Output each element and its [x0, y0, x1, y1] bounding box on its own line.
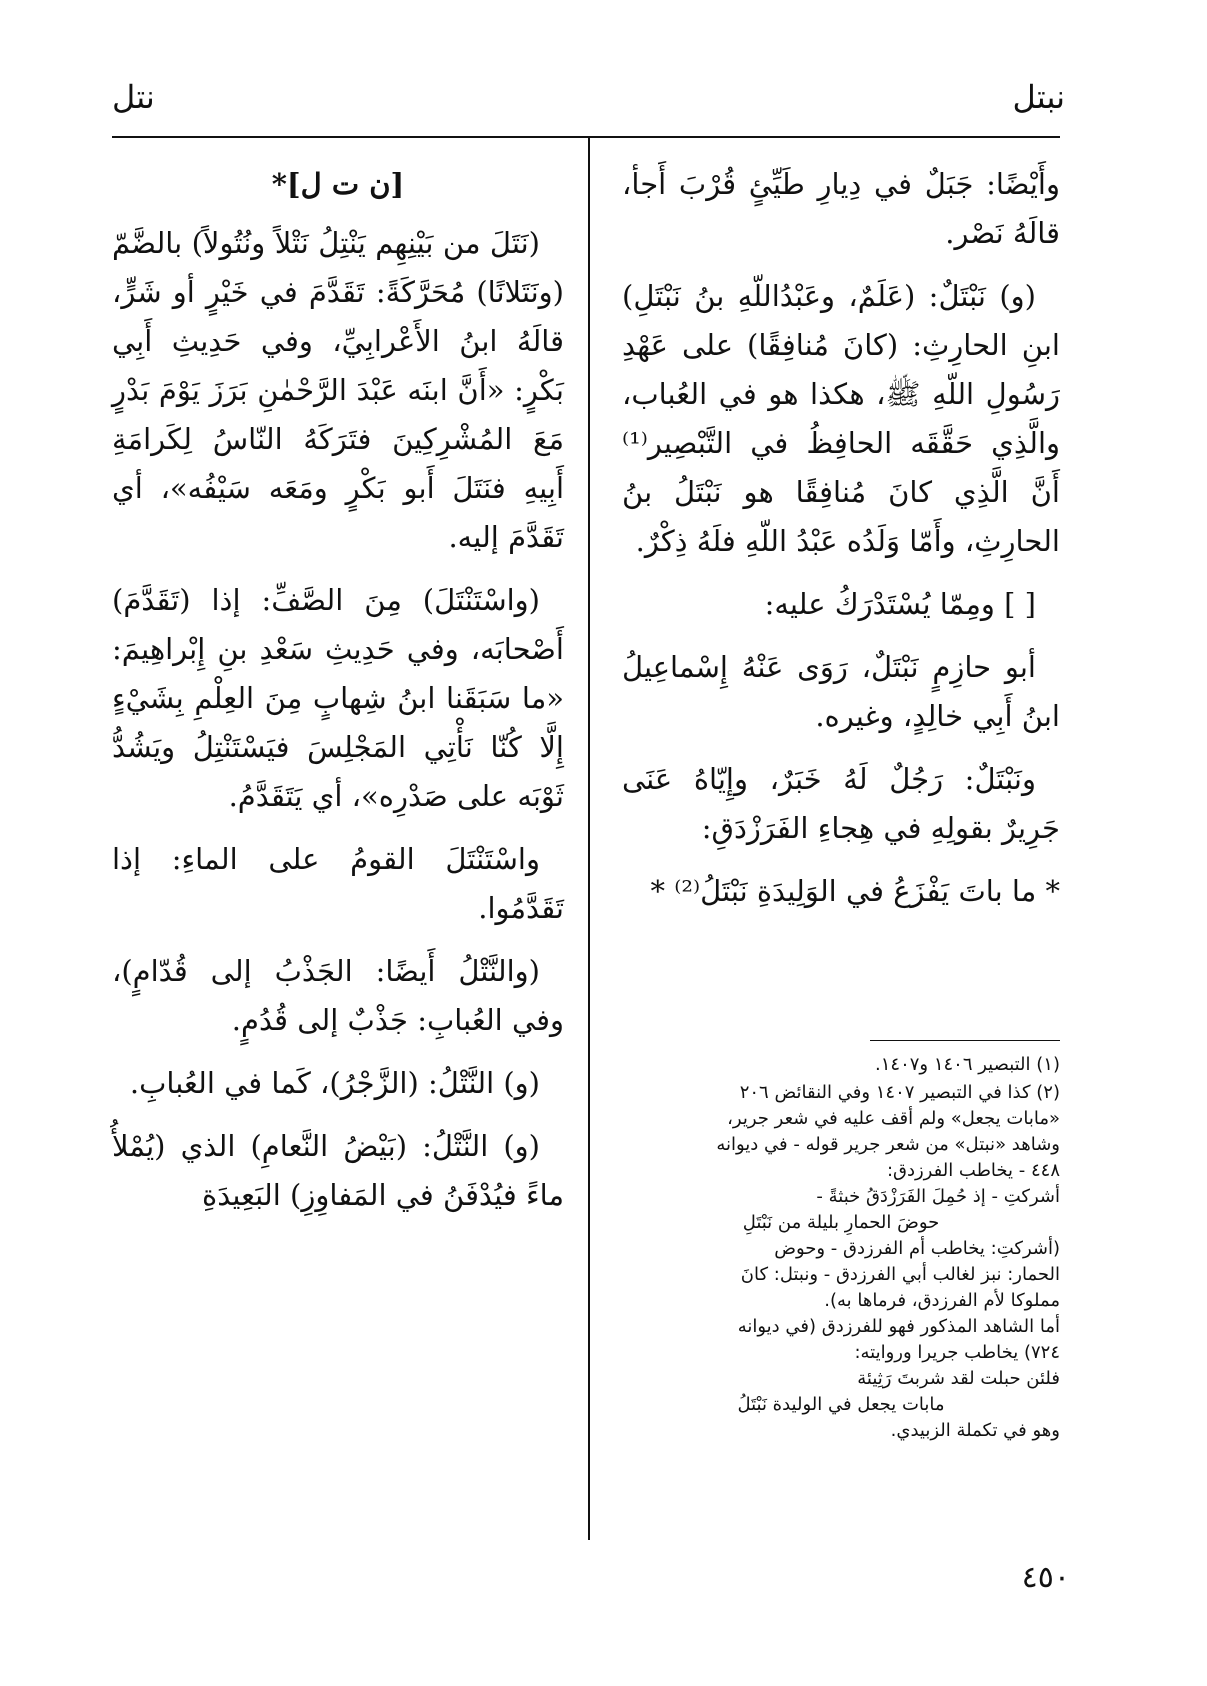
running-header-right: نبتل — [1012, 78, 1065, 116]
footnote-2-line: حوضَ الحمارِ بليلة من نَبْتَلِ — [742, 1212, 940, 1233]
footnote-2-line: ٧٢٤) يخاطب جريرا وروايته: — [854, 1342, 1060, 1363]
footnote-2-line: أشركتِ - إذ حُمِلَ الفَرَزْدَقُ خبثةً - — [816, 1186, 1060, 1207]
footnote-rule — [870, 1040, 1060, 1041]
footnote-2-line: مملوكا لأم الفرزدق، فرماها به). — [824, 1290, 1060, 1311]
paragraph: [ ] ومِمّا يُسْتَدْرَكُ عليه: — [764, 587, 1036, 621]
footnote-2-line: مابات يجعل في الوليدة نَبْتَلُ — [737, 1394, 945, 1415]
header-rule — [112, 136, 1060, 138]
footnote-2-line: الحمار: نبز لغالب أبي الفرزدق - ونبتل: كانَ — [740, 1264, 1060, 1285]
paragraph: وأَيْضًا: جَبَلٌ في دِيارِ طَيِّئٍ قُرْبَ أَجأ، قالَهُ نَصْر. — [622, 167, 1060, 250]
footnote-2-line: ٤٤٨ - يخاطب الفرزدق: — [886, 1160, 1060, 1181]
paragraph: أبو حازِمٍ نَبْتَلٌ، رَوَى عَنْهُ إِسْماعِيلُ ابنُ أَبِي خالِدٍ، وغيره. — [622, 650, 1060, 733]
footnote-2-line: (٢) كذا في التبصير ١٤٠٧ وفي النقائض ٢٠٦ — [739, 1082, 1060, 1103]
footnote-2-line: وشاهد «نبتل» من شعر جرير قوله - في ديوانه — [716, 1134, 1060, 1155]
paragraph: واسْتَنْتَلَ القومُ على الماءِ: إذا تَقَدَّمُوا. — [112, 842, 564, 925]
section-title: [ن ت ل]* — [271, 167, 405, 201]
footnote-1: (١) التبصير ١٤٠٦ و١٤٠٧. — [875, 1054, 1060, 1075]
footnotes — [622, 1052, 1060, 1444]
footnote-2-line: فلئن حبلت لقد شربتَ رَثِيئة — [857, 1368, 1060, 1389]
paragraph: ونَبْتَلٌ: رَجُلٌ لَهُ خَبَرٌ، وإِيّاهُ عَنَى جَرِيرٌ بقولِهِ في هِجاءِ الفَرَزْدَقِ: — [622, 762, 1060, 845]
footnote-2-line: وهو في تكملة الزبيدي. — [890, 1420, 1060, 1441]
page-number: ٤٥٠ — [1021, 1560, 1070, 1595]
paragraph: (نَتَلَ من بَيْنِهِم يَنْتِلُ نَتْلاً ونُتُولاً) بالضَّمّ (ونَتَلانًا) مُحَرَّكَةً: تَقَدَّمَ في خَيْرٍ أو شَرٍّ، قالَهُ ابنُ الأَعْرابِيِّ، وفي حَدِيثِ أَبِي بَكْرٍ: «أَنَّ ابنَه عَبْدَ الرَّحْمٰنِ بَرَزَ يَوْمَ بَدْرٍ مَعَ المُشْرِكِينَ فتَرَكَهُ النّاسُ لِكَرامَةِ أَبِيهِ فنَتَلَ أَبو بَكْرٍ ومَعَه سَيْفُه»، أي تَقَدَّمَ إليه. — [112, 226, 564, 554]
footnote-2-line: (أشركتِ: يخاطب أم الفرزدق - وحوض — [774, 1238, 1060, 1259]
paragraph: (و) النَّتْلُ: (الزَّجْرُ)، كَما في العُبابِ. — [129, 1066, 540, 1100]
column-divider — [588, 138, 590, 1540]
verse-line: * ما باتَ يَفْزَعُ في الوَلِيدَةِ نَبْتَلُ⁽²⁾ * — [650, 874, 1060, 908]
paragraph: (واسْتَنْتَلَ) مِنَ الصَّفِّ: إذا (تَقَدَّمَ) أَصْحابَه، وفي حَدِيثِ سَعْدِ بنِ إِبْراهِيمَ: «ما سَبَقَنا ابنُ شِهابٍ مِنَ العِلْمِ بِشَيْءٍ إِلَّا كُنّا نَأْتِي المَجْلِسَ فيَسْتَنْتِلُ ويَشُدُّ ثَوْبَه على صَدْرِه»، أي يَتَقَدَّمُ. — [112, 583, 564, 813]
footnote-2-line: «مابات يجعل» ولم أقف عليه في شعر جرير، — [727, 1108, 1060, 1129]
paragraph: (و) نَبْتَلٌ: (عَلَمٌ، وعَبْدُاللّهِ بنُ نَبْتَلِ) ابنِ الحارِثِ: (كانَ مُنافِقًا) على عَهْدِ رَسُولِ اللّهِ ﷺ، هكذا هو في العُباب، والَّذِي حَقَّقَه الحافِظُ في التَّبْصِير⁽¹⁾ أَنَّ الَّذِي كانَ مُنافِقًا هو نَبْتَلُ بنُ الحارِثِ، وأَمّا وَلَدُه عَبْدُ اللّهِ فلَهُ ذِكْرٌ. — [622, 279, 1060, 558]
left-column — [112, 160, 564, 1234]
paragraph: (و) النَّتْلُ: (بَيْضُ النَّعامِ) الذي (يُمْلأُ ماءً فيُدْفَنُ في المَفاوِزِ) البَعِيدَةِ — [112, 1129, 564, 1212]
footnote-2-line: أما الشاهد المذكور فهو للفرزدق (في ديوانه — [737, 1316, 1060, 1337]
right-column — [622, 160, 1060, 930]
running-header-left: نتل — [112, 78, 155, 116]
paragraph: (والنَّتْلُ أَيضًا: الجَذْبُ إلى قُدّامٍ)، وفي العُبابِ: جَذْبٌ إلى قُدُمٍ. — [112, 954, 564, 1037]
